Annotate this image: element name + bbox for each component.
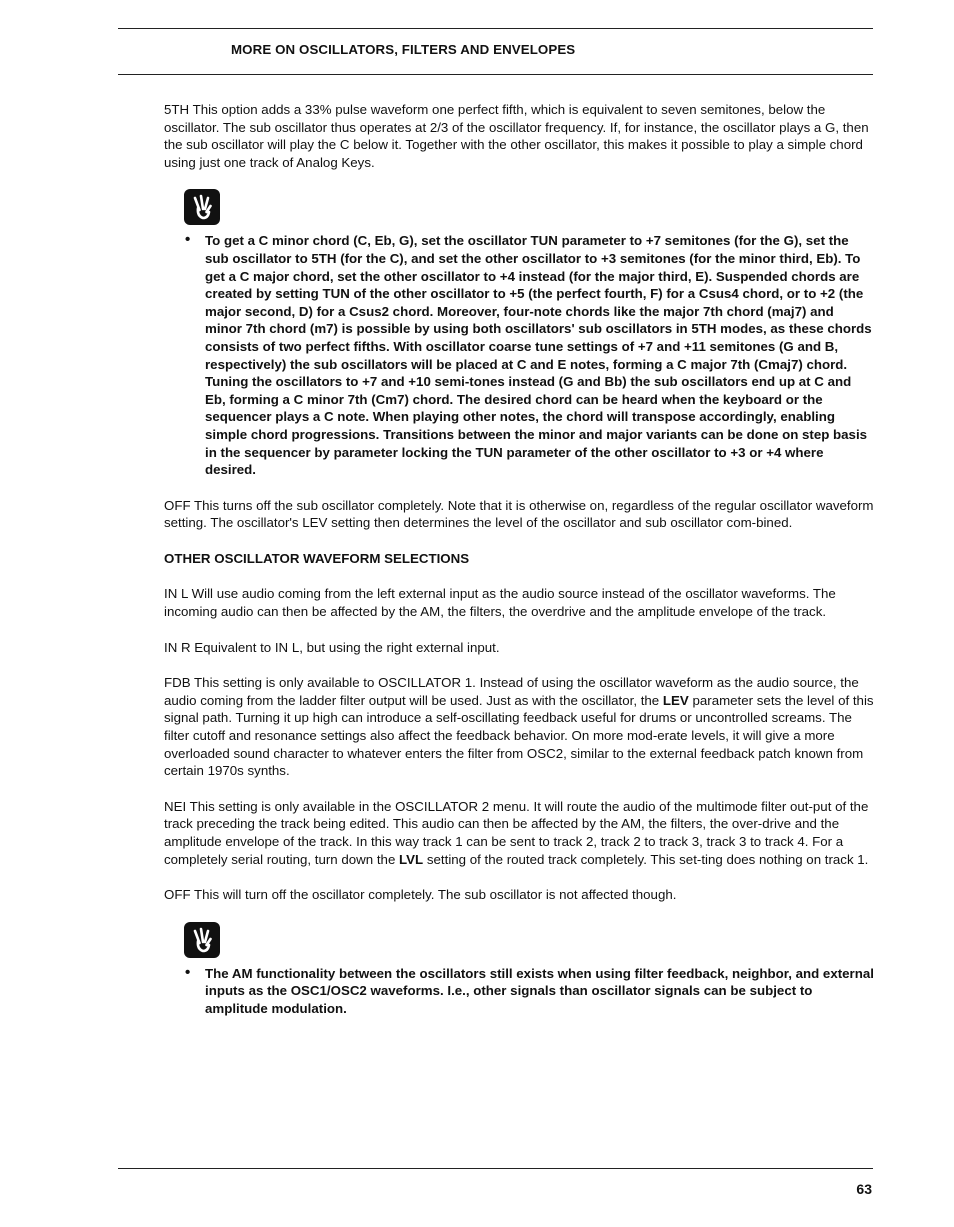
- header-top-rule: [118, 28, 873, 29]
- paragraph-nei: [164, 798, 874, 868]
- fdb-text-2: parameter sets the level of this signal path. Turning it up high can introduce a self-oscillating feedback useful for drums or uncontrolled screams. The filter cutoff and resonance settings also affect the feedback behavior. On more mod-erate levels, it will give a more overloaded sound character to whatever enters the filter from OSC2, similar to the external feedback patch known from certain 1970s synths.: [164, 692, 874, 779]
- nei-text-2: setting of the routed track completely. This set-ting does nothing on track 1.: [423, 851, 869, 867]
- tip-bullet-item: [164, 965, 874, 1018]
- paragraph-5th: 5TH This option adds a 33% pulse waveform one perfect fifth, which is equivalent to seven semitones, below the oscillator. The sub oscillator thus operates at 2/3 of the oscillator frequency. If, for instance, the oscillator plays a G, then the sub oscillator will play the C below it. Together with the other oscillator, this makes it possible to play a simple chord using just one track of Analog Keys.: [164, 102, 869, 170]
- paragraph-in-l: IN L Will use audio coming from the left external input as the audio source instead of the oscillator waveforms. The incoming audio can then be affected by the AM, the filters, the overdrive and the amplitude envelope of the track.: [164, 586, 836, 620]
- section-heading: OTHER OSCILLATOR WAVEFORM SELECTIONS: [164, 550, 470, 566]
- tip-note-1: [164, 189, 874, 478]
- tip-text: To get a C minor chord (C, Eb, G), set the oscillator TUN parameter to +7 semitones (for the G), set the sub oscillator to 5TH (for the C), and set the other oscillator to +3 semitones (for the minor third, Eb). To get a C major chord, set the other oscillator to +4 instead (for the major third, E). Suspended chords are created by setting TUN of the other oscillator to +5 (the perfect fourth, F) for a Csus4 chord, or to +2 (the major second, D) for a Csus2 chord. Moreover, four-note chords like the major 7th chord (maj7) and minor 7th chord (m7) is possible by using both oscillators' sub oscillators in 5TH modes, as these chords consists of two perfect fifths. With oscillator coarse tune settings of +7 and +11 semitones (G and B, respectively) the sub oscillators will be placed at C and E notes, forming a C major 7th (Cmaj7) chord. Tuning the oscillators to +7 and +10 semi-tones instead (G and Bb) the sub oscillators end up at C and Eb, forming a C minor 7th (Cm7) chord. The desired chord can be heard when the keyboard or the sequencer plays a C note. When playing other notes, the chord will transpose accordingly, enabling simple chord progressions. Transitions between the minor and major variants can be done on step basis in the sequencer by parameter locking the TUN parameter of the other oscillator to +3 or +4 where desired.: [205, 233, 872, 478]
- tip-bullet-item: [164, 232, 874, 478]
- hand-gesture-icon: [184, 189, 220, 225]
- page-body: [164, 101, 874, 1036]
- paragraph-off-osc: OFF This will turn off the oscillator completely. The sub oscillator is not affected though.: [164, 887, 677, 903]
- footer-rule: [118, 1168, 873, 1169]
- nei-lvl-term: LVL: [399, 851, 424, 867]
- tip-note-2: [164, 922, 874, 1018]
- paragraph-fdb: [164, 674, 874, 780]
- paragraph-in-r: IN R Equivalent to IN L, but using the right external input.: [164, 639, 500, 655]
- page-number: 63: [856, 1181, 872, 1197]
- bullet-marker: •: [185, 231, 191, 249]
- hand-gesture-icon: [184, 922, 220, 958]
- running-header: MORE ON OSCILLATORS, FILTERS AND ENVELOPES: [231, 42, 576, 57]
- fdb-text-1: FDB This setting is only available to OSCILLATOR 1. Instead of using the oscillator waveform as the audio source, the audio coming from the ladder filter output will be used. Just as with the oscillator, the: [164, 675, 859, 708]
- paragraph-off-sub: OFF This turns off the sub oscillator completely. Note that it is otherwise on, regardless of the regular oscillator waveform setting. The oscillator's LEV setting then determines the level of the oscillator and sub oscillator com-bined.: [164, 497, 874, 531]
- header-bottom-rule: [118, 74, 873, 75]
- fdb-lev-term: LEV: [662, 692, 689, 708]
- tip-text: The AM functionality between the oscillators still exists when using filter feedback, neighbor, and external inputs as the OSC1/OSC2 waveforms. I.e., other signals than oscillator signals can be subject to amplitude modulation.: [205, 965, 874, 1016]
- bullet-marker: •: [185, 963, 191, 981]
- nei-text-1: NEI This setting is only available in the OSCILLATOR 2 menu. It will route the audio of the multimode filter out-put of the track preceding the track being edited. This audio can then be affected by the AM, the filters, the over-drive and the amplitude envelope of the track. In this way track 1 can be sent to track 2, track 2 to track 3, track 3 to track 4. For a completely serial routing, turn down the: [164, 798, 869, 867]
